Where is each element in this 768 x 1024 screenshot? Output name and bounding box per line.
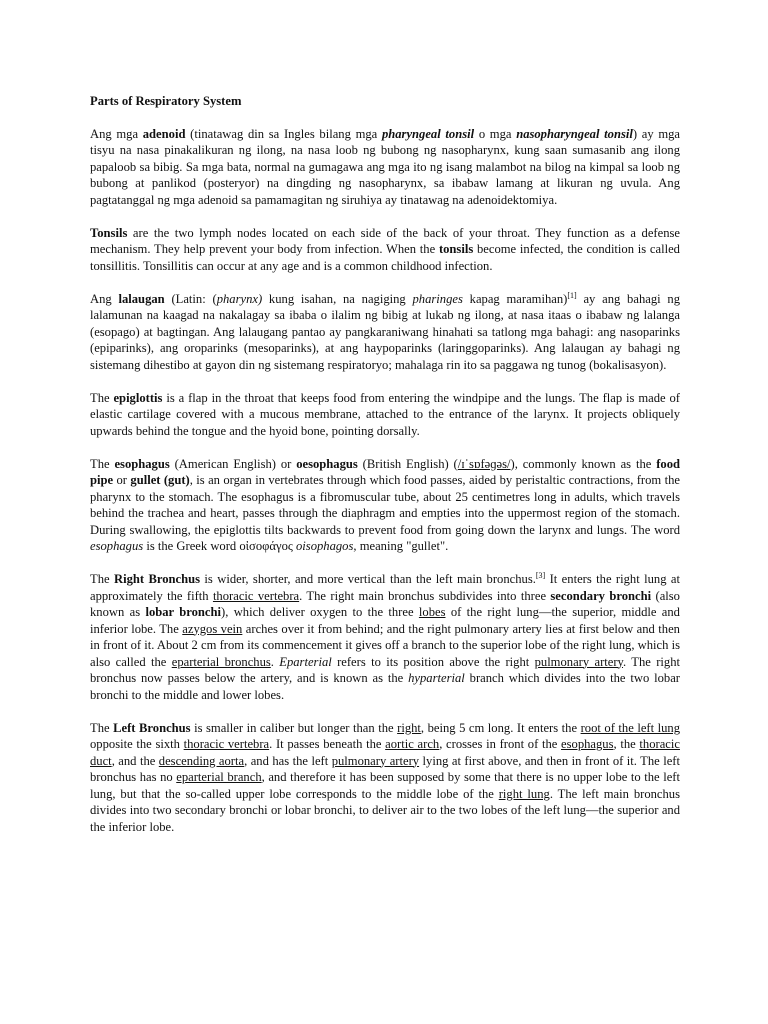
link-esophagus[interactable]: esophagus (561, 737, 614, 751)
pronunciation-link[interactable]: /ɪˈsɒfəɡəs/ (457, 456, 511, 471)
link-pulmonary-artery[interactable]: pulmonary artery (534, 654, 624, 669)
link-thoracic-duct[interactable]: thoracic duct (90, 737, 680, 768)
page-title: Parts of Respiratory System (90, 94, 242, 108)
link-eparterial-branch[interactable]: eparterial branch (176, 770, 262, 784)
link-thoracic-vertebra[interactable]: thoracic vertebra (183, 737, 270, 751)
link-azygos-vein[interactable]: azygos vein (182, 621, 243, 636)
citation-link[interactable]: [3] (535, 570, 546, 580)
link-eparterial-bronchus[interactable]: eparterial bronchus (171, 654, 271, 669)
link-aortic-arch[interactable]: aortic arch (385, 737, 440, 751)
link-thoracic-vertebra[interactable]: thoracic vertebra (212, 588, 300, 603)
link-pulmonary-artery[interactable]: pulmonary artery (331, 753, 420, 768)
paragraph-left-bronchus: The Left Bronchus is smaller in caliber but longer than the right, being 5 cm long. It enters the root of the left lung opposite the sixth thoracic vertebra. It passes beneath the aortic arch, crosses in front of the esophagus, the thoracic duct, and the descending aorta, and has the left pulmonary artery lying at first above, and then in front of it. The left bronchus has no eparterial branch, and therefore it has been supposed by some that there is no upper lobe to the left lung, but that the so-called upper lobe corresponds to the middle lobe of the right lung. The left main bronchus divides into two secondary bronchi or lobar bronchi, to deliver air to the two lobes of the left lung—the superior and the inferior lobe. (90, 720, 681, 834)
paragraph-epiglottis: The epiglottis is a flap in the throat that keeps food from entering the windpipe and the lungs. The flap is made of elastic cartilage covered with a mucous membrane, attached to the entrance of the larynx. It projects obliquely upwards behind the tongue and the hyoid bone, pointing dorsally. (90, 390, 680, 438)
link-descending-aorta[interactable]: descending aorta (158, 753, 245, 768)
paragraph-adenoid: Ang mga adenoid (tinatawag din sa Ingles bilang mga pharyngeal tonsil o mga nasopharyngeal tonsil) ay mga tisyu na nasa pinakalikuran ng ilong, na nasa loob ng bubong ng nasopharynx, kung saan sumasanib ang ilong papaloob sa bibig. Sa mga bata, normal na gumagawa ang mga ito ng isang malambot na bilog na kimpal sa loob ng bubong at panlikod (posteryor) na dingding ng nasopharynx, sa ibabaw lamang at likuran ng uvula. Ang pagtatanggal ng mga adenoid sa pamamagitan ng siruhiya ay tinatawag na adenoidektomiya. (90, 126, 681, 207)
link-root-of-left-lung[interactable]: root of the left lung (580, 720, 681, 735)
citation-link[interactable]: [1] (567, 290, 577, 300)
paragraph-lalaugan: Ang lalaugan (Latin: (pharynx) kung isahan, na nagiging pharinges kapag maramihan)[1] ay ang bahagi ng lalamunan na kaagad na nakalagay sa ibaba o ilalim ng bibig at lukab ng ilong, at nasa itaas o ibabaw ng lalanga (esopago) at bagtingan. Ang lalaugang pantao ay pangkaraniwang hinahati sa tatlong mga bahagi: ang nasoparinks (epiparinks), ang oroparinks (mesoparinks), at ang haypoparinks (laringgoparinks). Ang lalaugan ay bahagi ng sistemang dihestibo at gayon din ng sistemang respiratoryo; mahalaga rin ito sa paggawa ng tunog (bokalisasyon). (90, 290, 680, 372)
link-right-lung[interactable]: right lung (498, 786, 550, 801)
document-page (90, 93, 680, 852)
link-lobes[interactable]: lobes (418, 605, 446, 619)
link-right[interactable]: right (397, 720, 421, 735)
paragraph-esophagus: The esophagus (American English) or oesophagus (British English) (/ɪˈsɒfəɡəs/), commonly known as the food pipe or gullet (gut), is an organ in vertebrates through which food passes, aided by peristaltic contractions, from the pharynx to the stomach. The esophagus is a fibromuscular tube, about 25 centimetres long in adults, which travels behind the trachea and heart, passes through the diaphragm and empties into the uppermost region of the stomach. During swallowing, the epiglottis tilts backwards to prevent food from going down the larynx and lungs. The word esophagus is the Greek word οἰσοφάγος oisophagos, meaning "gullet". (90, 456, 680, 553)
paragraph-tonsils: Tonsils are the two lymph nodes located on each side of the back of your throat. They function as a defense mechanism. They help prevent your body from infection. When the tonsils become infected, the condition is called tonsillitis. Tonsillitis can occur at any age and is a common childhood infection. (90, 225, 680, 273)
paragraph-right-bronchus: The Right Bronchus is wider, shorter, and more vertical than the left main bronchus.[3] It enters the right lung at approximately the fifth thoracic vertebra. The right main bronchus subdivides into three secondary bronchi (also known as lobar bronchi), which deliver oxygen to the three lobes of the right lung—the superior, middle and inferior lobe. The azygos vein arches over it from behind; and the right pulmonary artery lies at first below and then in front of it. About 2 cm from its commencement it gives off a branch to the superior lobe of the right lung, which is also called the eparterial bronchus. Eparterial refers to its position above the right pulmonary artery. The right bronchus now passes below the artery, and is known as the hyparterial branch which divides into the two lobar bronchi to the middle and lower lobes. (90, 570, 680, 702)
